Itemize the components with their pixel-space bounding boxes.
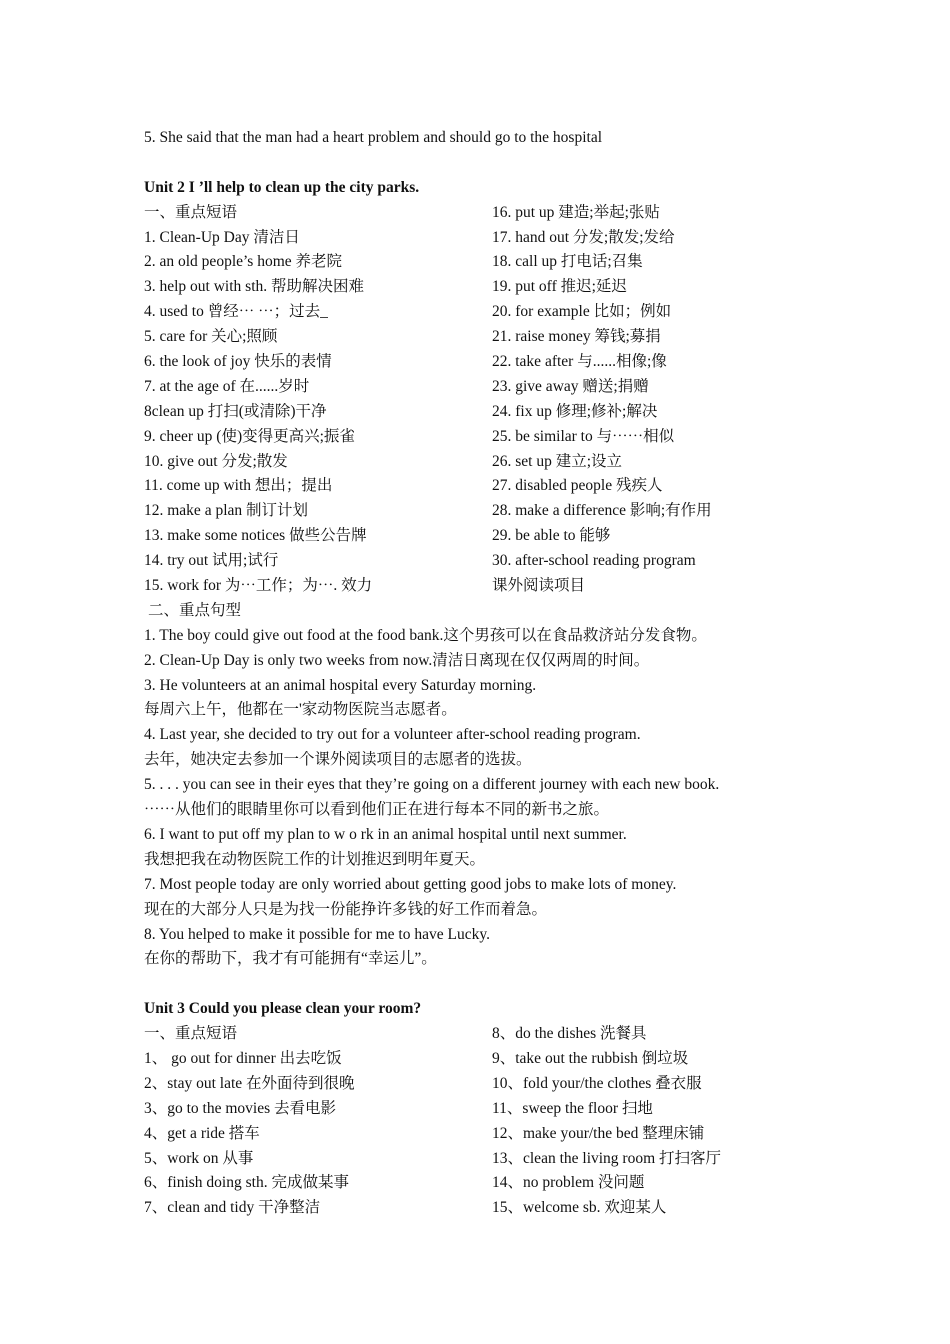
phrase-item: 27. disabled people 残疾人 xyxy=(492,477,663,495)
phrase-item: 15、welcome sb. 欢迎某人 xyxy=(492,1199,667,1217)
unit2-right-column xyxy=(492,201,864,599)
phrase-item: 9. cheer up (使)变得更高兴;振雀 xyxy=(144,427,355,445)
phrase-item: 9、take out the rubbish 倒垃圾 xyxy=(492,1049,689,1067)
phrase-item: 3、go to the movies 去看电影 xyxy=(144,1099,337,1117)
phrase-item: 7. at the age of 在......岁时 xyxy=(144,377,310,395)
phrase-item: 1. Clean-Up Day 清洁日 xyxy=(144,228,300,246)
unit3-right-column xyxy=(492,1022,864,1221)
unit3-phrases-heading: 一、重点短语 xyxy=(144,1025,238,1043)
sentence-line: 1. The boy could give out food at the food bank.这个男孩可以在食品救济站分发食物。 xyxy=(144,626,707,644)
unit3-title: Unit 3 Could you please clean your room? xyxy=(144,1000,422,1018)
phrase-item: 29. be able to 能够 xyxy=(492,527,611,545)
spacer xyxy=(144,151,864,176)
sentence-line: 现在的大部分人只是为找一份能挣许多钱的好工作而着急。 xyxy=(144,900,548,918)
phrase-item: 25. be similar to 与⋯⋯相似 xyxy=(492,427,675,445)
phrase-item: 8clean up 打扫(或清除)干净 xyxy=(144,402,327,420)
phrase-item: 12. make a plan 制订计划 xyxy=(144,502,309,520)
unit2-phrases-section xyxy=(144,201,864,599)
phrase-item: 3. help out with sth. 帮助解决困难 xyxy=(144,278,365,296)
phrase-item: 12、make your/the bed 整理床铺 xyxy=(492,1124,705,1142)
spacer xyxy=(144,972,864,997)
unit2-title: Unit 2 I ’ll help to clean up the city parks. xyxy=(144,178,420,196)
phrase-item: 13. make some notices 做些公告牌 xyxy=(144,527,367,545)
phrase-item: 10. give out 分发;散发 xyxy=(144,452,288,470)
unit2-sentences xyxy=(144,624,864,972)
sentence-line: 去年，她决定去参加一个课外阅读项目的志愿者的选拔。 xyxy=(144,751,532,769)
phrase-item: 28. make a difference 影响;有作用 xyxy=(492,502,712,520)
unit2-phrases-heading: 一、重点短语 xyxy=(144,203,238,221)
phrase-item: 6. the look of joy 快乐的表情 xyxy=(144,353,332,371)
sentence-line: 5. . . . you can see in their eyes that they’re going on a different journey with each new book. xyxy=(144,776,720,794)
phrase-item: 23. give away 赠送;捐赠 xyxy=(492,377,649,395)
phrase-item: 4. used to 曾经⋯ ⋯；过去_ xyxy=(144,303,328,321)
intro-sentence: 5. She said that the man had a heart problem and should go to the hospital xyxy=(144,129,603,146)
phrase-item: 6、finish doing sth. 完成做某事 xyxy=(144,1174,349,1192)
phrase-item: 19. put off 推迟;延迟 xyxy=(492,278,627,296)
sentence-line: 每周六上午，他都在一'家动物医院当志愿者。 xyxy=(144,701,457,719)
phrase-item: 24. fix up 修理;修补;解决 xyxy=(492,402,658,420)
phrase-item: 2. an old people’s home 养老院 xyxy=(144,253,343,271)
phrase-item: 1、 go out for dinner 出去吃饭 xyxy=(144,1049,342,1067)
phrase-item: 11. come up with 想出；提出 xyxy=(144,477,333,495)
phrase-item: 18. call up 打电话;召集 xyxy=(492,253,643,271)
phrase-item: 21. raise money 筹钱;募捐 xyxy=(492,328,661,346)
phrase-item: 16. put up 建造;举起;张贴 xyxy=(492,203,660,221)
sentence-line: 3. He volunteers at an animal hospital every Saturday morning. xyxy=(144,676,537,694)
phrase-item: 26. set up 建立;设立 xyxy=(492,452,623,470)
phrase-item: 7、clean and tidy 干净整洁 xyxy=(144,1199,321,1217)
unit3-left-column xyxy=(144,1022,492,1221)
phrase-item: 2、stay out late 在外面待到很晚 xyxy=(144,1074,355,1092)
phrase-item: 15. work for 为⋯工作；为⋯. 效力 xyxy=(144,577,373,595)
phrase-item: 20. for example 比如；例如 xyxy=(492,303,672,321)
unit3-phrases-section xyxy=(144,1022,864,1221)
phrase-item: 14. try out 试用;试行 xyxy=(144,552,279,570)
sentence-line: 6. I want to put off my plan to w o rk in an animal hospital until next summer. xyxy=(144,825,627,843)
phrase-item: 14、no problem 没问题 xyxy=(492,1174,645,1192)
sentence-line: 7. Most people today are only worried about getting good jobs to make lots of money. xyxy=(144,875,677,893)
sentence-line: 在你的帮助下，我才有可能拥有“幸运儿”。 xyxy=(144,950,437,968)
unit2-sentences-heading: 二、重点句型 xyxy=(148,601,242,619)
sentence-line: 8. You helped to make it possible for me to have Lucky. xyxy=(144,925,490,943)
sentence-line: 4. Last year, she decided to try out for a volunteer after-school reading program. xyxy=(144,726,641,744)
phrase-item: 22. take after 与......相像;像 xyxy=(492,353,667,371)
phrase-item: 8、do the dishes 洗餐具 xyxy=(492,1025,647,1043)
unit2-left-column xyxy=(144,201,492,599)
sentence-line: 2. Clean-Up Day is only two weeks from now.清洁日离现在仅仅两周的时间。 xyxy=(144,651,650,669)
phrase-item: 4、get a ride 搭车 xyxy=(144,1124,260,1142)
phrase-item: 5. care for 关心;照顾 xyxy=(144,328,278,346)
phrase-item: 13、clean the living room 打扫客厅 xyxy=(492,1149,722,1167)
phrase-item: 11、sweep the floor 扫地 xyxy=(492,1099,653,1117)
phrase-item: 17. hand out 分发;散发;发给 xyxy=(492,228,675,246)
phrase-item: 课外阅读项目 xyxy=(492,577,586,595)
document-content xyxy=(144,126,864,1221)
sentence-line: 我想把我在动物医院工作的计划推迟到明年夏天。 xyxy=(144,850,486,868)
phrase-item: 10、fold your/the clothes 叠衣服 xyxy=(492,1074,702,1092)
phrase-item: 5、work on 从事 xyxy=(144,1149,254,1167)
sentence-line: ⋯⋯从他们的眼睛里你可以看到他们正在进行每本不同的新书之旅。 xyxy=(144,801,610,819)
phrase-item: 30. after-school reading program xyxy=(492,552,696,570)
